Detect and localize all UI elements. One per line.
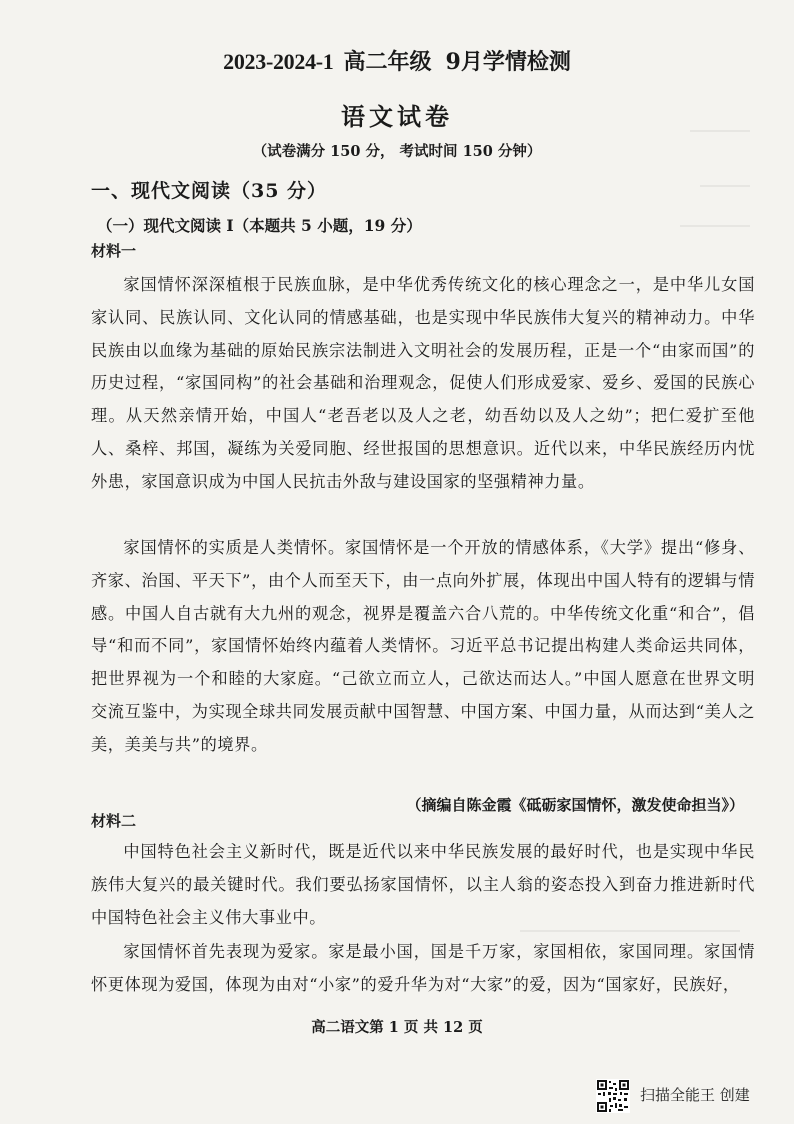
material-2-paragraph-2: 家国情怀首先表现为爱家。家是最小国，国是千万家，家国相依，家国同理。家国情怀更体现为爱国，体现为由对“小家”的爱升华为对“大家”的爱，因为“国家好，民族好， <box>91 942 755 994</box>
material-1-source: （摘编自陈金霞《砥砺家国情怀，激发使命担当》） <box>406 796 744 814</box>
school-year: 2023-2024-1 <box>223 49 334 74</box>
bleed-through-mark <box>700 185 750 187</box>
scanner-watermark: 扫描全能王 创建 <box>640 1086 750 1104</box>
material-2-paragraph-1: 中国特色社会主义新时代，既是近代以来中华民族发展的最好时代，也是实现中华民族伟大复兴的最关键时代。我们要弘扬家国情怀，以主人翁的姿态投入到奋力推进新时代中国特色社会主义伟大事业中。 <box>91 842 755 927</box>
subject-title: 语文试卷 <box>341 102 453 131</box>
page-footer: 高二语文第 1 页 共 12 页 <box>311 1019 483 1036</box>
exam-title <box>0 45 794 76</box>
material-2-label: 材料二 <box>91 812 137 830</box>
section-heading: 一、现代文阅读（35 分） <box>91 180 328 202</box>
bleed-through-mark <box>690 130 750 132</box>
bleed-through-mark <box>680 225 750 227</box>
material-1-label: 材料一 <box>91 242 137 260</box>
grade-label: 高二年级 <box>343 49 432 75</box>
subsection-heading: （一）现代文阅读 I（本题共 5 小题，19 分） <box>97 216 422 235</box>
bleed-through-mark <box>520 930 740 932</box>
material-1-paragraph-2: 家国情怀的实质是人类情怀。家国情怀是一个开放的情感体系，《大学》提出“修身、齐家、治国、平天下”，由个人而至天下，由一点向外扩展，体现出中国人特有的逻辑与情感。中国人自古就有大九州的观念，视界是覆盖六合八荒的。中华传统文化重“和合”，倡导“和而不同”，家国情怀始终内蕴着人类情怀。习近平总书记提出构建人类命运共同体，把世界视为一个和睦的大家庭。“己欲立而立人，己欲达而达人。”中国人愿意在世界文明交流互鉴中，为实现全球共同发展贡献中国智慧、中国方案、中国力量，从而达到“美人之美，美美与共”的境界。 <box>91 538 755 754</box>
exam-note: （试卷满分 150 分， 考试时间 150 分钟） <box>252 143 542 160</box>
exam-name: 9月学情检测 <box>445 49 571 75</box>
material-1-paragraph-1: 家国情怀深深植根于民族血脉，是中华优秀传统文化的核心理念之一，是中华儿女国家认同、民族认同、文化认同的情感基础，也是实现中华民族伟大复兴的精神动力。中华民族由以血缘为基础的原始民族宗法制进入文明社会的发展历程，正是一个“由家而国”的历史过程，“家国同构”的社会基础和治理观念，促使人们形成爱家、爱乡、爱国的民族心理。从天然亲情开始，中国人“老吾老以及人之老，幼吾幼以及人之幼”；把仁爱扩至他人、桑梓、邦国，凝练为关爱同胞、经世报国的思想意识。近代以来，中华民族经历内忧外患，家国意识成为中国人民抗击外敌与建设国家的坚强精神力量。 <box>91 275 755 491</box>
qr-code-icon <box>596 1079 630 1113</box>
